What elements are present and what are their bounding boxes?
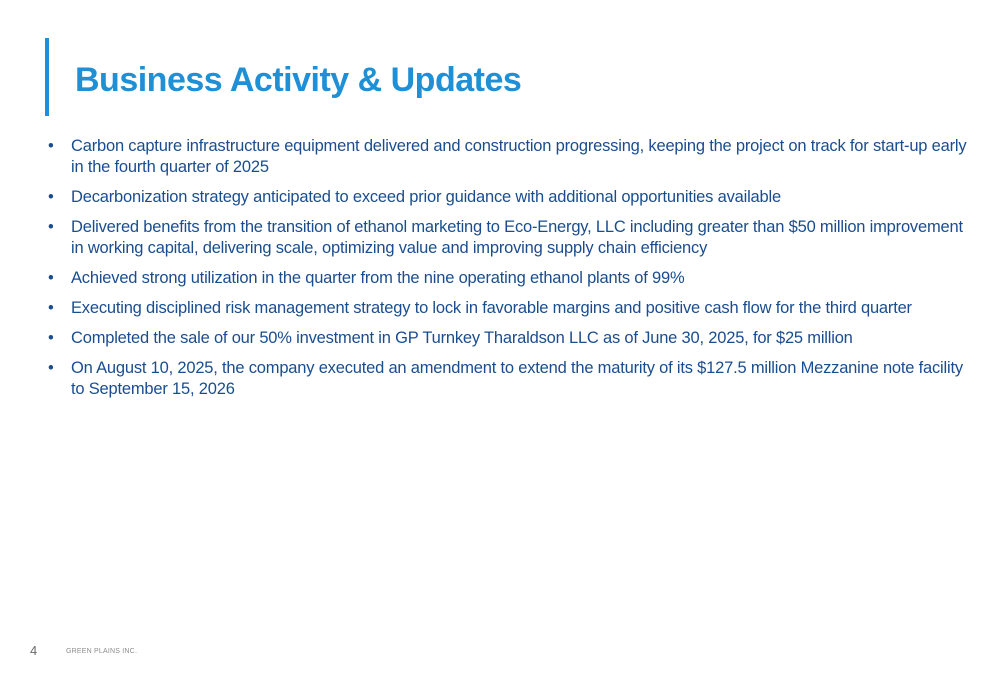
bullet-item	[48, 217, 968, 259]
bullet-item	[48, 136, 968, 178]
bullet-text: Achieved strong utilization in the quarter from the nine operating ethanol plants of 99%	[71, 269, 685, 287]
bullet-text: On August 10, 2025, the company executed an amendment to extend the maturity of its $127.5 million Mezzanine note facility to September 15, 2026	[71, 359, 963, 398]
slide-title: Business Activity & Updates	[75, 61, 522, 99]
bullet-list	[48, 136, 968, 409]
bullet-item	[48, 358, 968, 400]
bullet-item	[48, 268, 968, 289]
bullet-item	[48, 187, 968, 208]
page-number: 4	[30, 643, 38, 658]
bullet-dot-icon: •	[48, 188, 54, 206]
bullet-dot-icon: •	[48, 218, 54, 236]
bullet-dot-icon: •	[48, 359, 54, 377]
bullet-text: Completed the sale of our 50% investment in GP Turnkey Tharaldson LLC as of June 30, 2025, for $25 million	[71, 329, 853, 347]
bullet-dot-icon: •	[48, 137, 54, 155]
bullet-text: Delivered benefits from the transition of ethanol marketing to Eco-Energy, LLC including greater than $50 million improvement in working capital, delivering scale, optimizing value and improving supply chain efficiency	[71, 218, 963, 257]
bullet-dot-icon: •	[48, 299, 54, 317]
bullet-text: Carbon capture infrastructure equipment delivered and construction progressing, keeping the project on track for start-up early in the fourth quarter of 2025	[71, 137, 967, 176]
bullet-item	[48, 328, 968, 349]
title-accent-bar	[45, 38, 49, 116]
bullet-item	[48, 298, 968, 319]
bullet-dot-icon: •	[48, 269, 54, 287]
bullet-text: Decarbonization strategy anticipated to exceed prior guidance with additional opportunities available	[71, 188, 781, 206]
footer-company-name: GREEN PLAINS INC.	[66, 648, 138, 655]
bullet-dot-icon: •	[48, 329, 54, 347]
bullet-text: Executing disciplined risk management strategy to lock in favorable margins and positive cash flow for the third quarter	[71, 299, 912, 317]
